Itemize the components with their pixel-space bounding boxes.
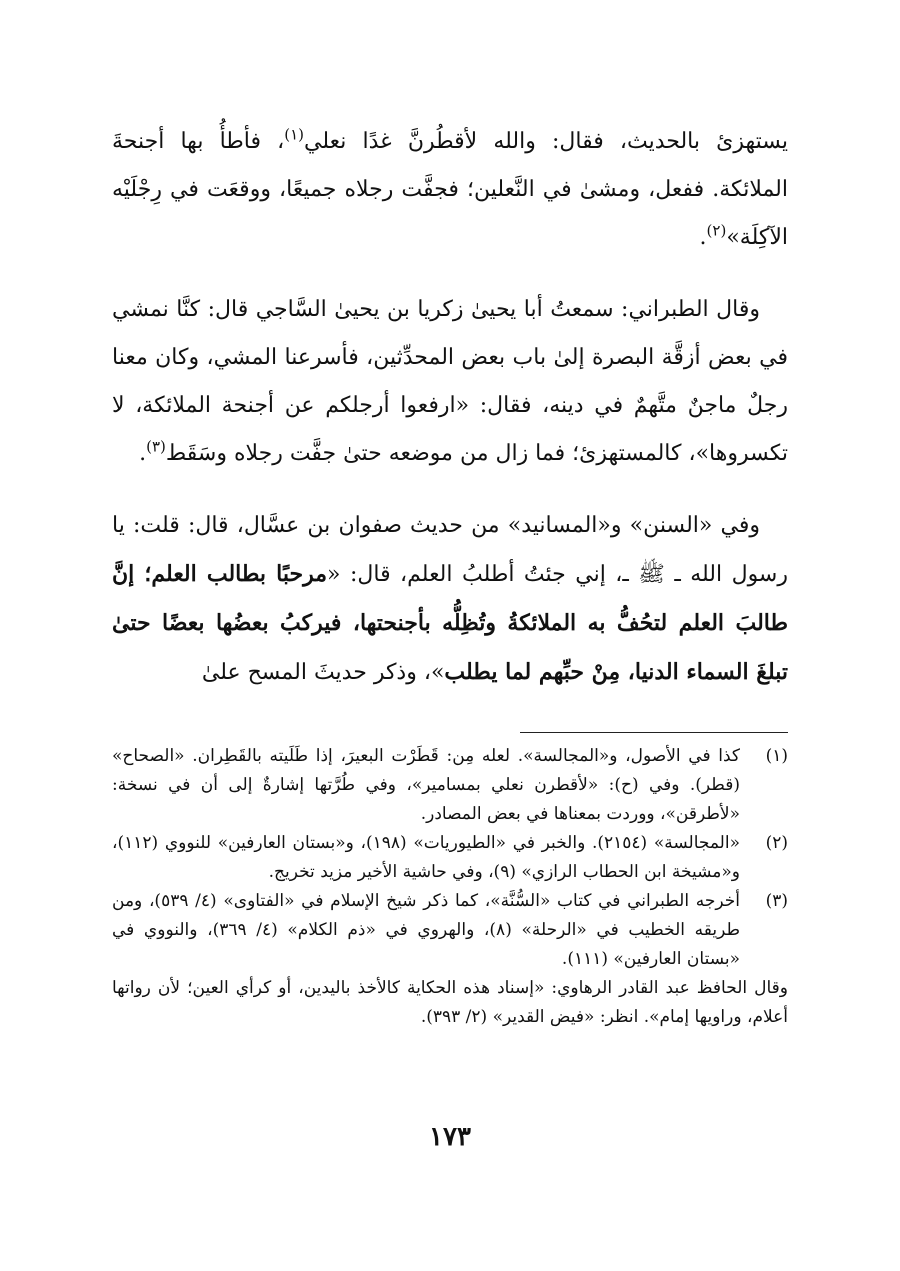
paragraph-3-text-b: »، وذكر حديثَ المسح علىٰ bbox=[201, 660, 445, 685]
footnote-divider bbox=[520, 732, 788, 733]
footnote-3-continuation: وقال الحافظ عبد القادر الرهاوي: «إسناد هذه الحكاية كالأخذ باليدين، أو كرأي العين؛ لأن رواتها أعلام، وراويها إمام». انظر: «فيض القدير» (٢/ ٣٩٣). bbox=[112, 978, 788, 1027]
paragraph-3-text-a: وفي «السنن» و«المسانيد» من حديث صفوان بن عسَّال، قال: قلت: يا رسول الله ـ ﷺ ـ، إني جئتُ أطلبُ العلم، قال: « bbox=[112, 513, 788, 587]
footnotes bbox=[112, 742, 788, 1032]
footnote-2 bbox=[112, 829, 788, 887]
footnote-ref-1: (١) bbox=[284, 125, 305, 144]
paragraph-1-text-b: ، فأطأُ بها أجنحةَ الملائكة. ففعل، ومشىٰ في النَّعلين؛ فجفَّت رجلاه جميعًا، ووقعَت في رِجْلَيْه الآكِلَة» bbox=[112, 129, 788, 250]
main-text bbox=[112, 118, 788, 697]
paragraph-2-text-b: . bbox=[139, 441, 147, 466]
footnote-3-number: (٣) bbox=[765, 891, 788, 911]
footnote-2-text: «المجالسة» (٢١٥٤). والخبر في «الطيوريات» (١٩٨)، و«بستان العارفين» للنووي (١١٢)، و«مشيخة ابن الحطاب الرازي» (٩)، وفي حاشية الأخير مزيد تخريج. bbox=[112, 833, 740, 882]
paragraph-1-text-a: يستهزئ بالحديث، فقال: والله لأقطُرنَّ غدًا نعلي bbox=[304, 129, 789, 154]
footnote-2-number: (٢) bbox=[765, 833, 788, 853]
footnote-1-number: (١) bbox=[765, 746, 788, 766]
footnote-3 bbox=[112, 887, 788, 974]
hadith-quote-bold: مرحبًا بطالب العلم؛ إنَّ طالبَ العلم لتحُفُّ به الملائكةُ وتُظِلُّه بأجنحتها، فيركبُ بعضُها بعضًا حتىٰ تبلغَ السماء الدنيا، مِنْ حبِّهم لما يطلب bbox=[112, 561, 788, 685]
paragraph-1-text-c: . bbox=[699, 225, 707, 250]
footnote-ref-3: (٣) bbox=[146, 437, 166, 456]
footnote-3-text: أخرجه الطبراني في كتاب «السُّنَّة»، كما ذكر شيخ الإسلام في «الفتاوى» (٤/ ٥٣٩)، ومن طريقه الخطيب في «الرحلة» (٨)، والهروي في «ذم الكلام» (٤/ ٣٦٩)، والنووي في «بستان العارفين» (١١١). bbox=[112, 891, 741, 969]
paragraph-3 bbox=[112, 502, 788, 697]
paragraph-1 bbox=[112, 118, 788, 262]
footnote-ref-2: (٢) bbox=[706, 221, 727, 240]
paragraph-2-text-a: وقال الطبراني: سمعتُ أبا يحيىٰ زكريا بن يحيىٰ السَّاجي قال: كنَّا نمشي في بعض أزقَّة البصرة إلىٰ باب بعض المحدِّثين، فأسرعنا المشي، وكان معنا رجلٌ ماجنٌ متَّهمٌ في دينه، فقال: «ارفعوا أرجلكم عن أجنحة الملائكة، لا تكسروها»، كالمستهزئ؛ فما زال من موضعه حتىٰ جفَّت رجلاه وسَقَط bbox=[112, 297, 788, 466]
footnote-1 bbox=[112, 742, 788, 829]
footnote-1-text: كذا في الأصول، و«المجالسة». لعله مِن: قَطَرْت البعيرَ، إذا طَلَيته بالقَطِران. «الصحاح» (قطر). وفي (ح): «لأقطرن نعلي بمسامير»، وفي طُرَّتها إشارةٌ إلى أن في نسخة: «لأطرقن»، ووردت بمعناها في بعض المصادر. bbox=[112, 746, 740, 824]
page-number: ١٧٣ bbox=[429, 1122, 471, 1152]
paragraph-2 bbox=[112, 286, 788, 478]
